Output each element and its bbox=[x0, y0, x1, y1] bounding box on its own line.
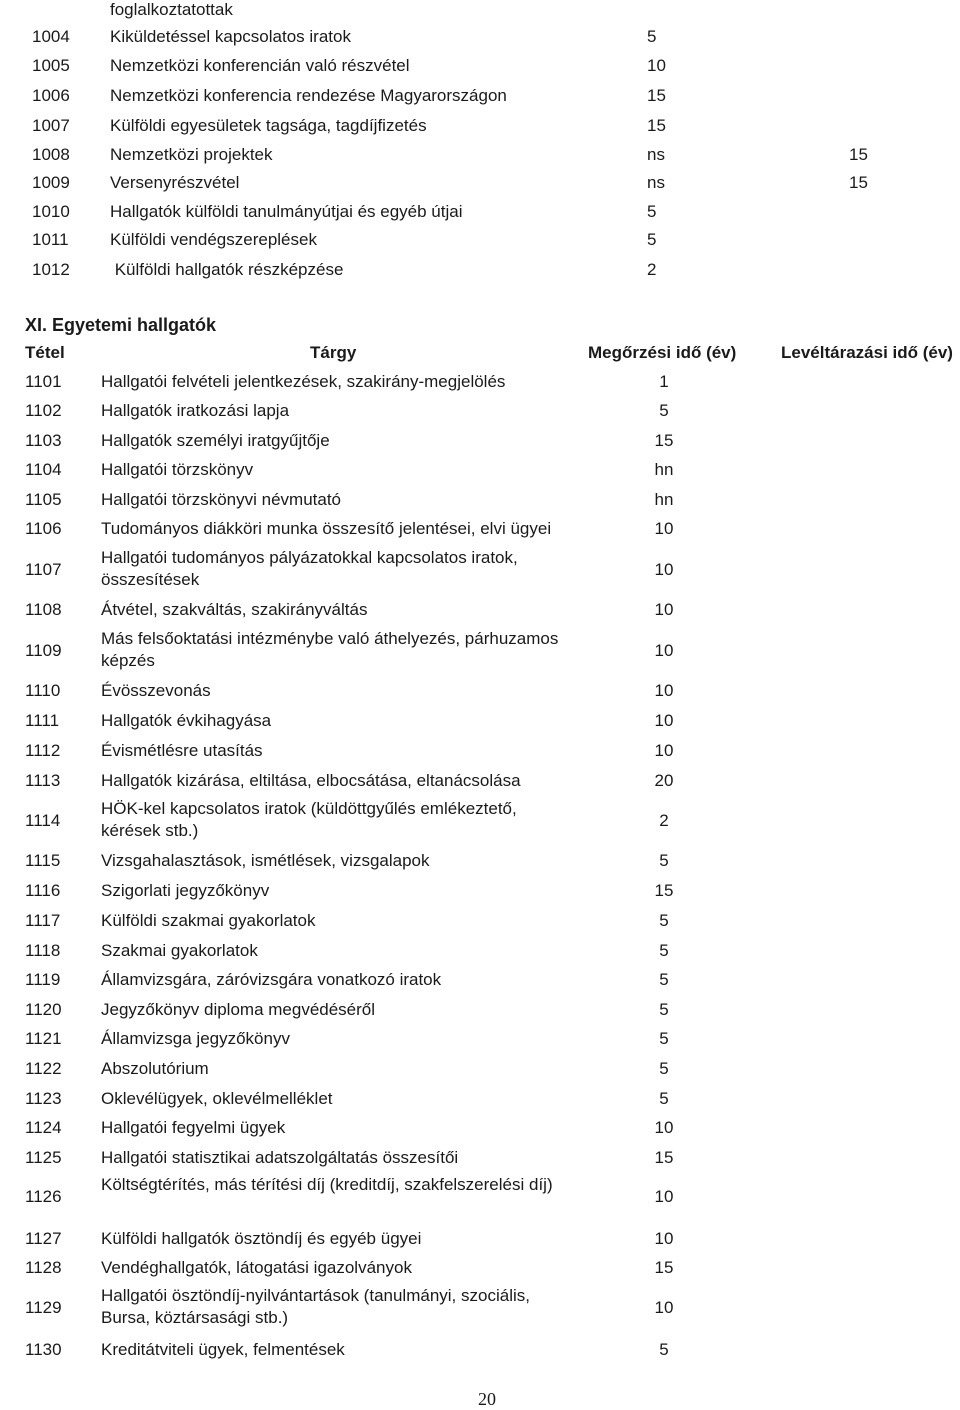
row-retention: 10 bbox=[654, 741, 674, 760]
row-subject: Más felsőoktatási intézménybe való áthelyezés, párhuzamos képzés bbox=[101, 629, 559, 670]
row-code: 1011 bbox=[32, 230, 69, 249]
row-retention: 2 bbox=[647, 260, 657, 279]
row-subject: Külföldi hallgatók részképzése bbox=[110, 260, 344, 279]
header-retention: Megőrzési idő (év) bbox=[588, 343, 737, 362]
row-subject: Hallgatók személyi iratgyűjtője bbox=[101, 431, 330, 450]
row-code: 1119 bbox=[25, 970, 61, 989]
row-subject: Szakmai gyakorlatok bbox=[101, 941, 258, 960]
row-subject: Hallgatók iratkozási lapja bbox=[101, 401, 290, 420]
row-subject: Átvétel, szakváltás, szakirányváltás bbox=[101, 600, 368, 619]
row-code: 1106 bbox=[25, 519, 62, 538]
row-retention: 5 bbox=[659, 941, 669, 960]
row-retention: 20 bbox=[654, 771, 674, 790]
row-retention: 10 bbox=[654, 519, 674, 538]
row-retention: ns bbox=[647, 145, 665, 164]
row-subject: Nemzetközi konferencián való részvétel bbox=[110, 56, 410, 75]
row-code: 1010 bbox=[32, 202, 70, 221]
row-subject: Nemzetközi projektek bbox=[110, 145, 273, 164]
row-retention: 5 bbox=[659, 1089, 669, 1108]
page-number: 20 bbox=[478, 1389, 496, 1409]
row-code: 1105 bbox=[25, 490, 62, 509]
row-subject: Hallgatói fegyelmi ügyek bbox=[101, 1118, 286, 1137]
row-code: 1117 bbox=[25, 911, 61, 930]
row-retention: 1 bbox=[659, 372, 669, 391]
row-code: 1128 bbox=[25, 1258, 62, 1277]
row-code: 1127 bbox=[25, 1229, 62, 1248]
row-subject: Hallgatói tudományos pályázatokkal kapcsolatos iratok, összesítések bbox=[101, 548, 518, 589]
row-code: 1129 bbox=[25, 1298, 62, 1317]
row-retention: 2 bbox=[659, 811, 669, 830]
continuation-text: foglalkoztatottak bbox=[110, 0, 233, 19]
row-code: 1115 bbox=[25, 851, 61, 870]
row-retention: 10 bbox=[654, 641, 674, 660]
row-retention: 15 bbox=[654, 431, 674, 450]
row-subject: Tudományos diákköri munka összesítő jelentései, elvi ügyei bbox=[101, 519, 552, 538]
row-subject: Oklevélügyek, oklevélmelléklet bbox=[101, 1089, 333, 1108]
row-code: 1123 bbox=[25, 1089, 62, 1108]
row-subject: Versenyrészvétel bbox=[110, 173, 240, 192]
row-retention: 5 bbox=[647, 202, 657, 221]
row-retention: 5 bbox=[659, 970, 669, 989]
row-code: 1104 bbox=[25, 460, 62, 479]
row-code: 1113 bbox=[25, 771, 61, 790]
row-code: 1125 bbox=[25, 1148, 62, 1167]
row-code: 1107 bbox=[25, 560, 62, 579]
row-code: 1116 bbox=[25, 881, 61, 900]
row-subject: Külföldi hallgatók ösztöndíj és egyéb ügyei bbox=[101, 1229, 422, 1248]
row-subject: Hallgatói törzskönyv bbox=[101, 460, 254, 479]
row-subject: Hallgatói felvételi jelentkezések, szakirány-megjelölés bbox=[101, 372, 506, 391]
row-subject: Évismétlésre utasítás bbox=[101, 741, 263, 760]
header-subject: Tárgy bbox=[310, 343, 357, 362]
row-retention: 10 bbox=[647, 56, 666, 75]
row-retention: hn bbox=[654, 460, 674, 479]
row-code: 1007 bbox=[32, 116, 70, 135]
row-subject: Külföldi egyesületek tagsága, tagdíjfizetés bbox=[110, 116, 427, 135]
row-code: 1102 bbox=[25, 401, 62, 420]
row-code: 1121 bbox=[25, 1029, 62, 1048]
row-code: 1126 bbox=[25, 1187, 62, 1206]
row-subject: Hallgatók évkihagyása bbox=[101, 711, 272, 730]
row-code: 1130 bbox=[25, 1340, 62, 1359]
row-retention: 5 bbox=[659, 1340, 669, 1359]
row-retention: 10 bbox=[654, 1118, 674, 1137]
row-retention: 15 bbox=[647, 116, 666, 135]
row-subject: Kiküldetéssel kapcsolatos iratok bbox=[110, 27, 351, 46]
row-subject: Hallgatók külföldi tanulmányútjai és egyéb útjai bbox=[110, 202, 463, 221]
row-subject: Hallgatói törzskönyvi névmutató bbox=[101, 490, 342, 509]
row-retention: 15 bbox=[654, 881, 674, 900]
row-retention: 10 bbox=[654, 711, 674, 730]
row-subject: Abszolutórium bbox=[101, 1059, 209, 1078]
row-subject: Jegyzőkönyv diploma megvédéséről bbox=[101, 1000, 376, 1019]
row-subject: Nemzetközi konferencia rendezése Magyarországon bbox=[110, 86, 507, 105]
row-retention: 5 bbox=[659, 401, 669, 420]
row-subject: Kreditátviteli ügyek, felmentések bbox=[101, 1340, 345, 1359]
row-code: 1109 bbox=[25, 641, 62, 660]
header-archival: Levéltárazási idő (év) bbox=[781, 343, 953, 362]
row-code: 1118 bbox=[25, 941, 61, 960]
row-code: 1005 bbox=[32, 56, 70, 75]
row-subject: Évösszevonás bbox=[101, 681, 211, 700]
row-code: 1103 bbox=[25, 431, 62, 450]
row-archival: 15 bbox=[849, 173, 868, 192]
row-subject: Államvizsgára, záróvizsgára vonatkozó iratok bbox=[101, 970, 442, 989]
row-retention: 10 bbox=[654, 681, 674, 700]
header-item: Tétel bbox=[25, 343, 65, 362]
row-retention: hn bbox=[654, 490, 674, 509]
row-code: 1120 bbox=[25, 1000, 62, 1019]
row-retention: 15 bbox=[654, 1148, 674, 1167]
row-subject: Külföldi szakmai gyakorlatok bbox=[101, 911, 316, 930]
row-code: 1124 bbox=[25, 1118, 62, 1137]
row-code: 1008 bbox=[32, 145, 70, 164]
row-retention: 10 bbox=[654, 1298, 674, 1317]
row-code: 1114 bbox=[25, 811, 61, 830]
row-subject: Költségtérítés, más térítési díj (kreditdíj, szakfelszerelési díj) bbox=[101, 1175, 553, 1194]
row-retention: 5 bbox=[647, 27, 657, 46]
row-retention: 5 bbox=[659, 851, 669, 870]
row-archival: 15 bbox=[849, 145, 868, 164]
row-subject: Szigorlati jegyzőkönyv bbox=[101, 881, 270, 900]
row-retention: 10 bbox=[654, 1187, 674, 1206]
row-retention: 5 bbox=[659, 1000, 669, 1019]
row-retention: 10 bbox=[654, 600, 674, 619]
row-retention: 5 bbox=[659, 911, 669, 930]
row-subject: Államvizsga jegyzőkönyv bbox=[101, 1029, 290, 1048]
row-code: 1101 bbox=[25, 372, 62, 391]
row-retention: 5 bbox=[659, 1059, 669, 1078]
row-retention: 15 bbox=[654, 1258, 674, 1277]
row-retention: 15 bbox=[647, 86, 666, 105]
row-retention: ns bbox=[647, 173, 665, 192]
row-code: 1122 bbox=[25, 1059, 62, 1078]
row-subject: Vizsgahalasztások, ismétlések, vizsgalapok bbox=[101, 851, 430, 870]
row-code: 1004 bbox=[32, 27, 70, 46]
row-retention: 10 bbox=[654, 1229, 674, 1248]
row-code: 1009 bbox=[32, 173, 70, 192]
row-subject: HÖK-kel kapcsolatos iratok (küldöttgyűlés emlékeztető, kérések stb.) bbox=[101, 799, 517, 840]
row-subject: Külföldi vendégszereplések bbox=[110, 230, 317, 249]
row-code: 1111 bbox=[25, 711, 60, 730]
row-code: 1006 bbox=[32, 86, 70, 105]
section-title: XI. Egyetemi hallgatók bbox=[25, 315, 217, 335]
row-retention: 10 bbox=[654, 560, 674, 579]
row-retention: 5 bbox=[647, 230, 657, 249]
row-subject: Hallgatók kizárása, eltiltása, elbocsátása, eltanácsolása bbox=[101, 771, 521, 790]
row-retention: 5 bbox=[659, 1029, 669, 1048]
row-code: 1108 bbox=[25, 600, 62, 619]
row-subject: Hallgatói statisztikai adatszolgáltatás összesítői bbox=[101, 1148, 459, 1167]
row-subject: Hallgatói ösztöndíj-nyilvántartások (tanulmányi, szociális, Bursa, köztársasági stb.) bbox=[101, 1286, 530, 1327]
row-subject: Vendéghallgatók, látogatási igazolványok bbox=[101, 1258, 412, 1277]
row-code: 1110 bbox=[25, 681, 61, 700]
row-code: 1012 bbox=[32, 260, 70, 279]
row-code: 1112 bbox=[25, 741, 61, 760]
